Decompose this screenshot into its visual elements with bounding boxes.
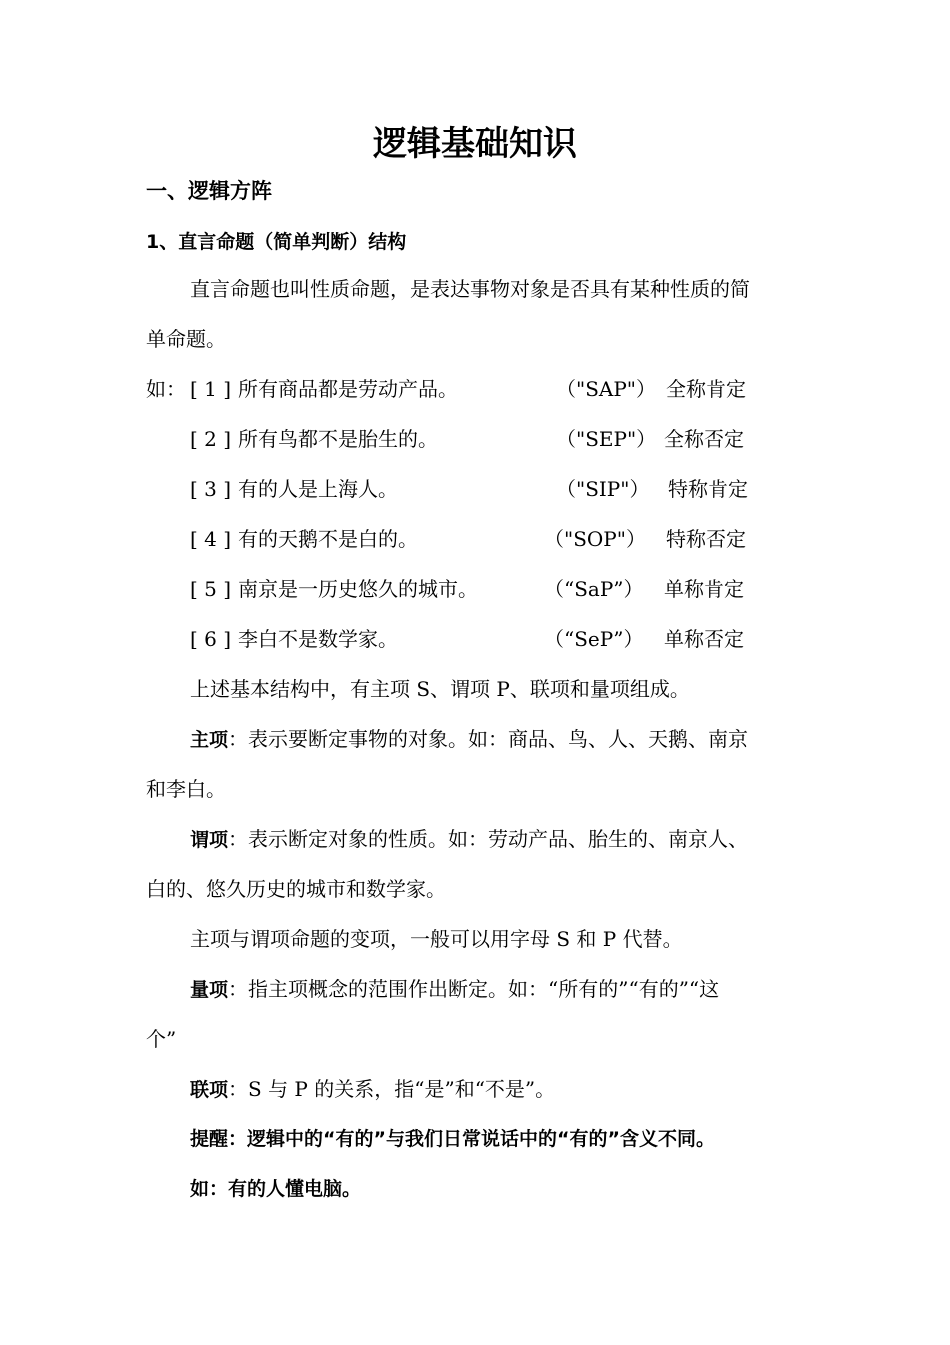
example-sentence: 李白不是数学家。	[238, 627, 398, 651]
predicate-paragraph-line2: 白的、悠久历史的城市和数学家。	[146, 877, 446, 901]
intro-paragraph-line2: 单命题。	[146, 327, 226, 351]
reminder-paragraph: 提醒：逻辑中的“有的”与我们日常说话中的“有的”含义不同。	[190, 1128, 715, 1150]
example-type: 全称肯定	[666, 377, 746, 401]
example-code: （“SeP”）	[544, 627, 644, 651]
example-sentence: 所有商品都是劳动产品。	[238, 377, 458, 401]
page-title: 逻辑基础知识	[373, 124, 577, 164]
intro-paragraph-line1: 直言命题也叫性质命题，是表达事物对象是否具有某种性质的简	[190, 277, 750, 301]
subject-label: 主项	[190, 729, 229, 751]
copula-paragraph	[190, 1076, 555, 1103]
quantifier-paragraph-line1	[190, 976, 719, 1003]
example-code: （“SaP”）	[544, 577, 644, 601]
example-type: 单称否定	[664, 627, 744, 651]
example-type: 特称否定	[666, 527, 746, 551]
subject-paragraph-line2: 和李白。	[146, 777, 226, 801]
example-code: （"SOP"）	[544, 527, 646, 551]
example-number: [ 4 ]	[190, 527, 232, 551]
examples-prefix: 如：	[146, 377, 186, 401]
structure-paragraph: 上述基本结构中，有主项 S、谓项 P、联项和量项组成。	[190, 677, 690, 701]
example-code: （"SIP"）	[556, 477, 650, 501]
subject-paragraph-line1	[190, 726, 748, 753]
example-sentence: 有的人是上海人。	[238, 477, 398, 501]
example-type: 特称肯定	[668, 477, 748, 501]
example-number: [ 6 ]	[190, 627, 232, 651]
example-number: [ 3 ]	[190, 477, 232, 501]
example-sentence: 南京是一历史悠久的城市。	[238, 577, 478, 601]
section-heading: 一、逻辑方阵	[146, 179, 272, 203]
example-type: 全称否定	[664, 427, 744, 451]
predicate-text: ：表示断定对象的性质。如：劳动产品、胎生的、南京人、	[228, 827, 749, 851]
copula-text: ：S 与 P 的关系，指“是”和“不是”。	[228, 1077, 556, 1101]
predicate-paragraph-line1	[190, 826, 748, 853]
example-sentence: 有的天鹅不是白的。	[238, 527, 418, 551]
example-number: [ 2 ]	[190, 427, 232, 451]
subsection-heading: 1、直言命题（简单判断）结构	[146, 231, 407, 253]
example-number: [ 1 ]	[190, 377, 232, 401]
example-number: [ 5 ]	[190, 577, 232, 601]
variable-paragraph: 主项与谓项命题的变项，一般可以用字母 S 和 P 代替。	[190, 927, 683, 951]
quantifier-label: 量项	[190, 979, 229, 1001]
example-code: （"SAP"）	[556, 377, 656, 401]
example-code: （"SEP"）	[556, 427, 657, 451]
example-type: 单称肯定	[664, 577, 744, 601]
copula-label: 联项	[190, 1079, 229, 1101]
quantifier-text: ：指主项概念的范围作出断定。如：“所有的”“有的”“这	[228, 977, 720, 1001]
predicate-label: 谓项	[190, 829, 229, 851]
example-sentence: 所有鸟都不是胎生的。	[238, 427, 438, 451]
subject-text: ：表示要断定事物的对象。如：商品、鸟、人、天鹅、南京	[228, 727, 749, 751]
quantifier-paragraph-line2: 个”	[146, 1027, 177, 1051]
final-example-paragraph: 如：有的人懂电脑。	[190, 1178, 362, 1200]
